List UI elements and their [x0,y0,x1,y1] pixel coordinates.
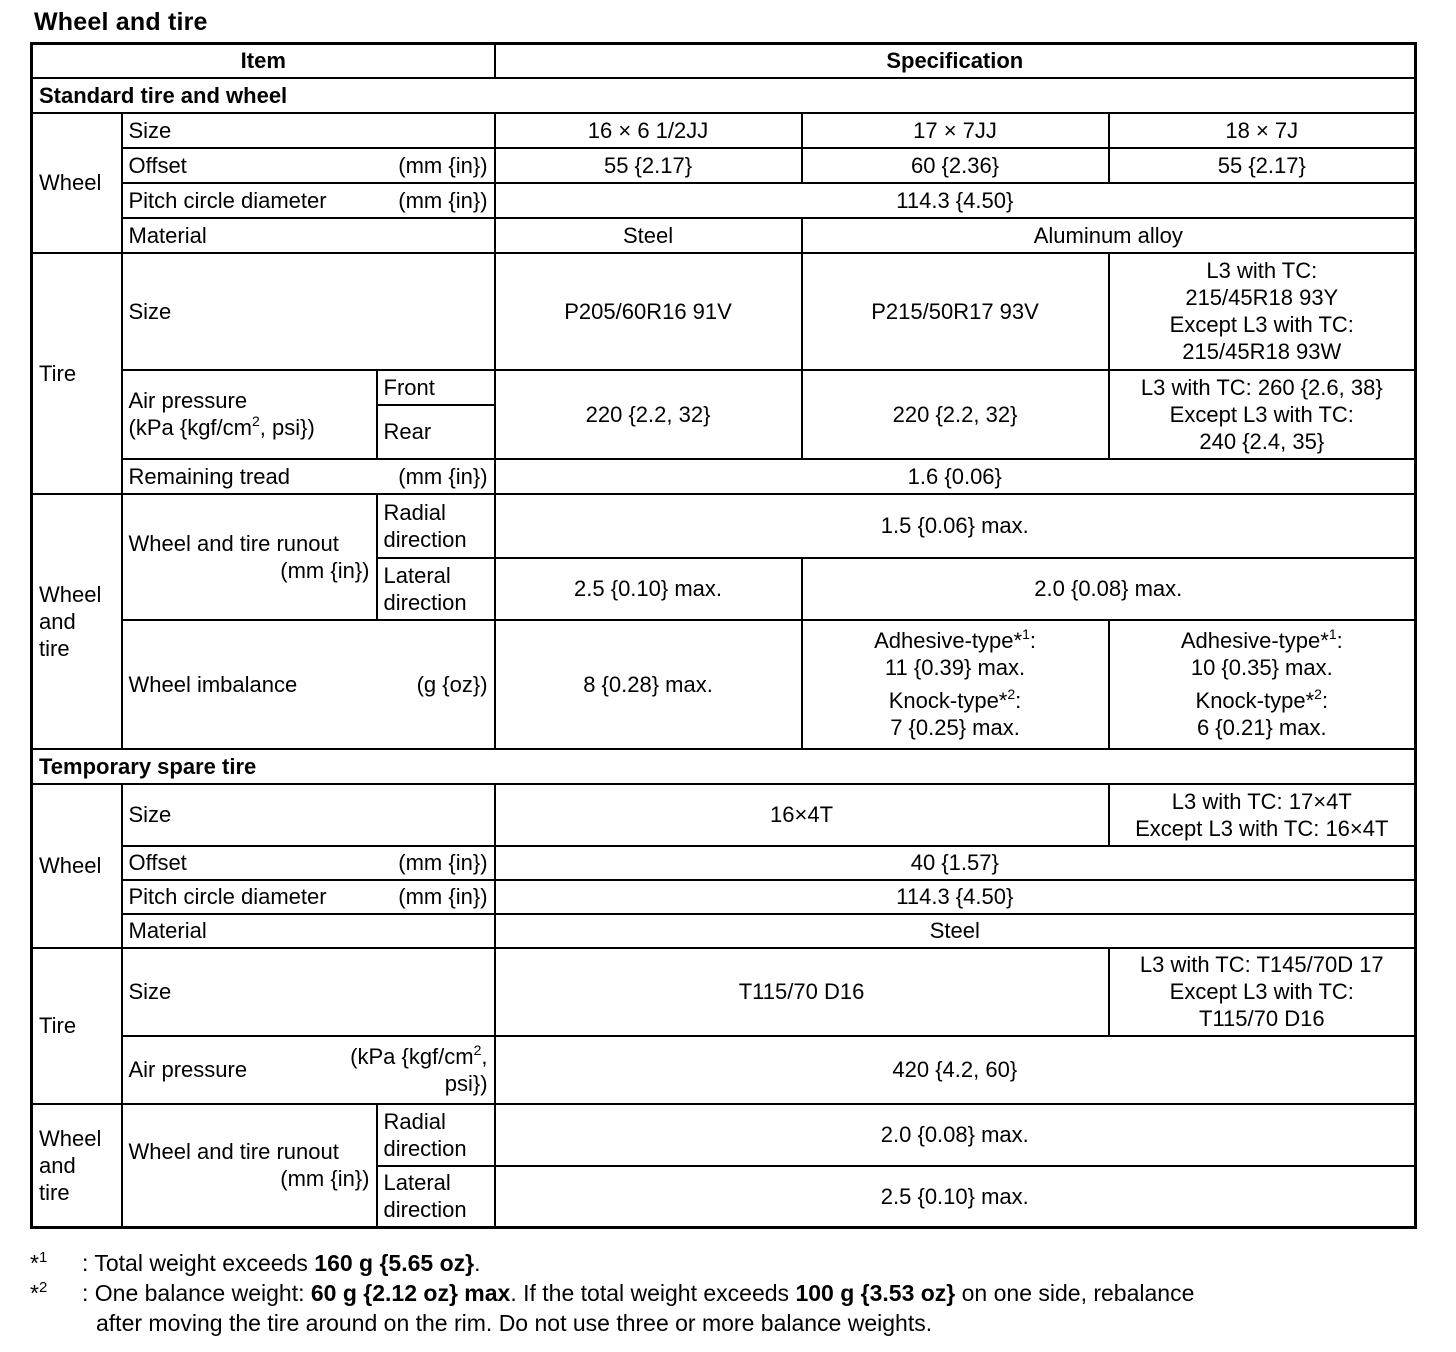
cell-line: 10 {0.35} max. [1190,655,1333,680]
row-label-air-pressure [122,1036,495,1104]
unit-text: (mm {in}) [398,850,488,875]
text-part: : [1029,628,1036,653]
cell-line: 240 {2.4, 35} [1199,428,1325,454]
footnotes [30,1248,1430,1338]
cell: P205/60R16 91V [495,253,802,370]
unit-part: , psi}) [259,415,315,440]
table-row [32,784,1416,846]
text-bold: 60 g {2.12 oz} max [310,1280,511,1306]
text-part: on one side, rebalance [955,1280,1195,1306]
row-label-offset [122,148,495,183]
row-label-runout [122,1104,377,1228]
row-label-air-pressure [122,370,377,459]
label-line: Radial [383,1108,446,1134]
footnote-mark [30,1278,82,1338]
unit-part: (kPa {kgf/cm [128,415,252,440]
cell: P215/50R17 93V [802,253,1109,370]
unit-part: (kPa {kgf/cm [350,1043,474,1069]
group-line: tire [39,1179,70,1205]
unit-text [350,1043,487,1097]
page-title: Wheel and tire [34,8,208,36]
cell: 18 × 7J [1109,113,1416,148]
label-text: Air pressure [128,388,248,413]
table-row [32,620,1416,749]
unit-text: (mm {in}) [398,152,488,178]
cell-line [809,687,1102,714]
group-line: Wheel [39,581,102,607]
table-row [32,459,1416,494]
cell: Steel [495,218,802,253]
text-part: : One balance weight: [82,1280,311,1306]
cell-line: 7 {0.25} max. [890,715,1020,740]
cell: 17 × 7JJ [802,113,1109,148]
cell: 2.0 {0.08} max. [495,1104,1416,1166]
spec-table [30,42,1417,1229]
unit-part: psi}) [444,1070,488,1096]
label-text: Wheel and tire runout [128,1139,339,1165]
unit-text: (mm {in}) [398,884,488,909]
group-line: tire [39,635,70,661]
mark-sup: 2 [38,1279,48,1296]
group-line: and [39,608,76,634]
label-text: Offset [128,850,187,875]
cell-line: L3 with TC: 17×4T [1171,788,1352,814]
cell [802,620,1109,749]
cell: 2.5 {0.10} max. [495,558,802,620]
cell-line [809,627,1102,654]
cell: 114.3 {4.50} [495,880,1416,914]
table-row [32,218,1416,253]
label-text: Offset [128,152,187,178]
table-row [32,253,1416,370]
cell: 220 {2.2, 32} [495,370,802,459]
label-text: Wheel and tire runout [128,530,339,556]
cell-line: Except L3 with TC: [1169,979,1354,1004]
cell: 114.3 {4.50} [495,183,1416,218]
row-label-pcd [122,183,495,218]
label-text: Remaining tread [128,463,290,489]
cell [1109,370,1416,459]
sup: 1 [1328,626,1337,642]
table-row [32,370,1416,405]
label-text: Wheel imbalance [128,671,298,697]
row-label-tread [122,459,495,494]
cell: 16 × 6 1/2JJ [495,113,802,148]
cell-line: L3 with TC: 260 {2.6, 38} [1140,374,1383,400]
cell [1109,620,1416,749]
row-label-wheel-size: Size [122,113,495,148]
table-row [32,948,1416,1036]
text-part: . If the total weight exceeds [510,1280,796,1306]
label-rear: Rear [377,405,495,459]
footnote-1 [30,1248,1430,1278]
label-front: Front [377,370,495,405]
mark-star: * [30,1250,39,1276]
cell-line: 11 {0.39} max. [884,655,1026,680]
section-standard: Standard tire and wheel [32,78,1416,113]
row-label-material: Material [122,218,495,253]
table-row [32,1104,1416,1166]
cell-line: L3 with TC: T145/70D 17 [1139,952,1384,977]
cell: 55 {2.17} [495,148,802,183]
group-tire: Tire [32,253,122,494]
table-row [32,1036,1416,1104]
text-part: : [1321,688,1329,713]
row-label-tire-size: Size [122,253,495,370]
label-line: direction [383,526,467,552]
group-wheel: Wheel [32,784,122,948]
text-part: Knock-type* [888,688,1008,713]
cell: 8 {0.28} max. [495,620,802,749]
group-wheel: Wheel [32,113,122,253]
row-label-offset [122,846,495,880]
label-line: direction [383,1197,467,1223]
sup: 2 [1314,686,1322,702]
text-part: . [474,1250,481,1276]
text-part: after moving the tire around on the rim. Do not use three or more balance weights. [96,1310,933,1336]
header-specification: Specification [495,44,1416,78]
label-radial [377,494,495,558]
cell: 420 {4.2, 60} [495,1036,1416,1104]
unit-text: (mm {in}) [398,463,488,489]
text-part: : [1336,628,1343,653]
row-label-imbalance [122,620,495,749]
label-line: Lateral [383,1170,451,1196]
cell [1109,784,1416,846]
text-bold: 160 g {5.65 oz} [314,1250,475,1276]
table-row [32,494,1416,558]
cell [1109,253,1416,370]
cell: 40 {1.57} [495,846,1416,880]
label-text: Pitch circle diameter [128,187,327,213]
cell: 60 {2.36} [802,148,1109,183]
footnote-text [82,1248,480,1278]
mark-sup: 1 [38,1249,48,1266]
header-item: Item [32,44,495,78]
table-row [32,880,1416,914]
cell-line: Except L3 with TC: [1169,312,1354,337]
cell-line [1116,687,1409,714]
unit-part: , [481,1043,488,1069]
table-row [32,113,1416,148]
text-part: : [1015,688,1022,713]
unit-sup: 2 [473,1041,482,1058]
cell: 1.6 {0.06} [495,459,1416,494]
label-text: Pitch circle diameter [128,884,327,909]
sup: 1 [1022,626,1030,642]
cell [1109,948,1416,1036]
text-part: : Total weight exceeds [82,1250,315,1276]
row-label-tire-size: Size [122,948,495,1036]
section-row [32,78,1416,113]
footnote-text [82,1278,1194,1338]
cell: T115/70 D16 [495,948,1109,1036]
cell: 2.5 {0.10} max. [495,1166,1416,1228]
label-line: direction [383,1135,467,1161]
group-line: and [39,1152,76,1178]
table-row [32,846,1416,880]
cell-line: 215/45R18 93Y [1185,285,1339,310]
unit-text: (g {oz}) [416,671,488,697]
group-wheel-and-tire [32,494,122,749]
text-part: Adhesive-type* [1180,628,1329,653]
label-line: Lateral [383,562,451,588]
label-lateral [377,1166,495,1228]
label-radial [377,1104,495,1166]
footnote-2 [30,1278,1430,1338]
label-text: Air pressure [128,1057,248,1082]
cell: 220 {2.2, 32} [802,370,1109,459]
unit-text: (mm {in}) [398,187,488,213]
row-label-wheel-size: Size [122,784,495,846]
table-row [32,914,1416,948]
cell: 2.0 {0.08} max. [802,558,1416,620]
cell-line: Except L3 with TC: [1169,401,1354,427]
cell-line: 215/45R18 93W [1182,339,1342,364]
text-bold: 100 g {3.53 oz} [795,1280,956,1306]
footnote-mark [30,1248,82,1278]
cell-line: 6 {0.21} max. [1196,715,1327,740]
cell: Aluminum alloy [802,218,1416,253]
group-wheel-and-tire [32,1104,122,1228]
section-row [32,749,1416,784]
group-tire: Tire [32,948,122,1104]
section-spare: Temporary spare tire [32,749,1416,784]
text-part: Adhesive-type* [874,628,1023,653]
cell: 55 {2.17} [1109,148,1416,183]
table-row [32,148,1416,183]
cell-line: T115/70 D16 [1199,1006,1325,1031]
mark-star: * [30,1280,39,1306]
table-row [32,183,1416,218]
table-header-row [32,44,1416,78]
unit-text: (mm {in}) [280,557,370,583]
text-part: Knock-type* [1195,688,1315,713]
cell-line: L3 with TC: [1206,258,1318,283]
cell: 1.5 {0.06} max. [495,494,1416,558]
cell: Steel [495,914,1416,948]
sup: 2 [1007,686,1016,702]
unit-text: (mm {in}) [280,1166,370,1192]
label-line: direction [383,589,467,615]
unit-sup: 2 [251,413,260,429]
unit-text [129,414,370,441]
label-line: Radial [383,499,446,525]
cell-line [1116,627,1409,654]
row-label-pcd [122,880,495,914]
group-line: Wheel [39,1125,102,1151]
cell: 16×4T [495,784,1109,846]
row-label-runout [122,494,377,620]
label-lateral [377,558,495,620]
cell-line: Except L3 with TC: 16×4T [1135,815,1389,841]
row-label-material: Material [122,914,495,948]
